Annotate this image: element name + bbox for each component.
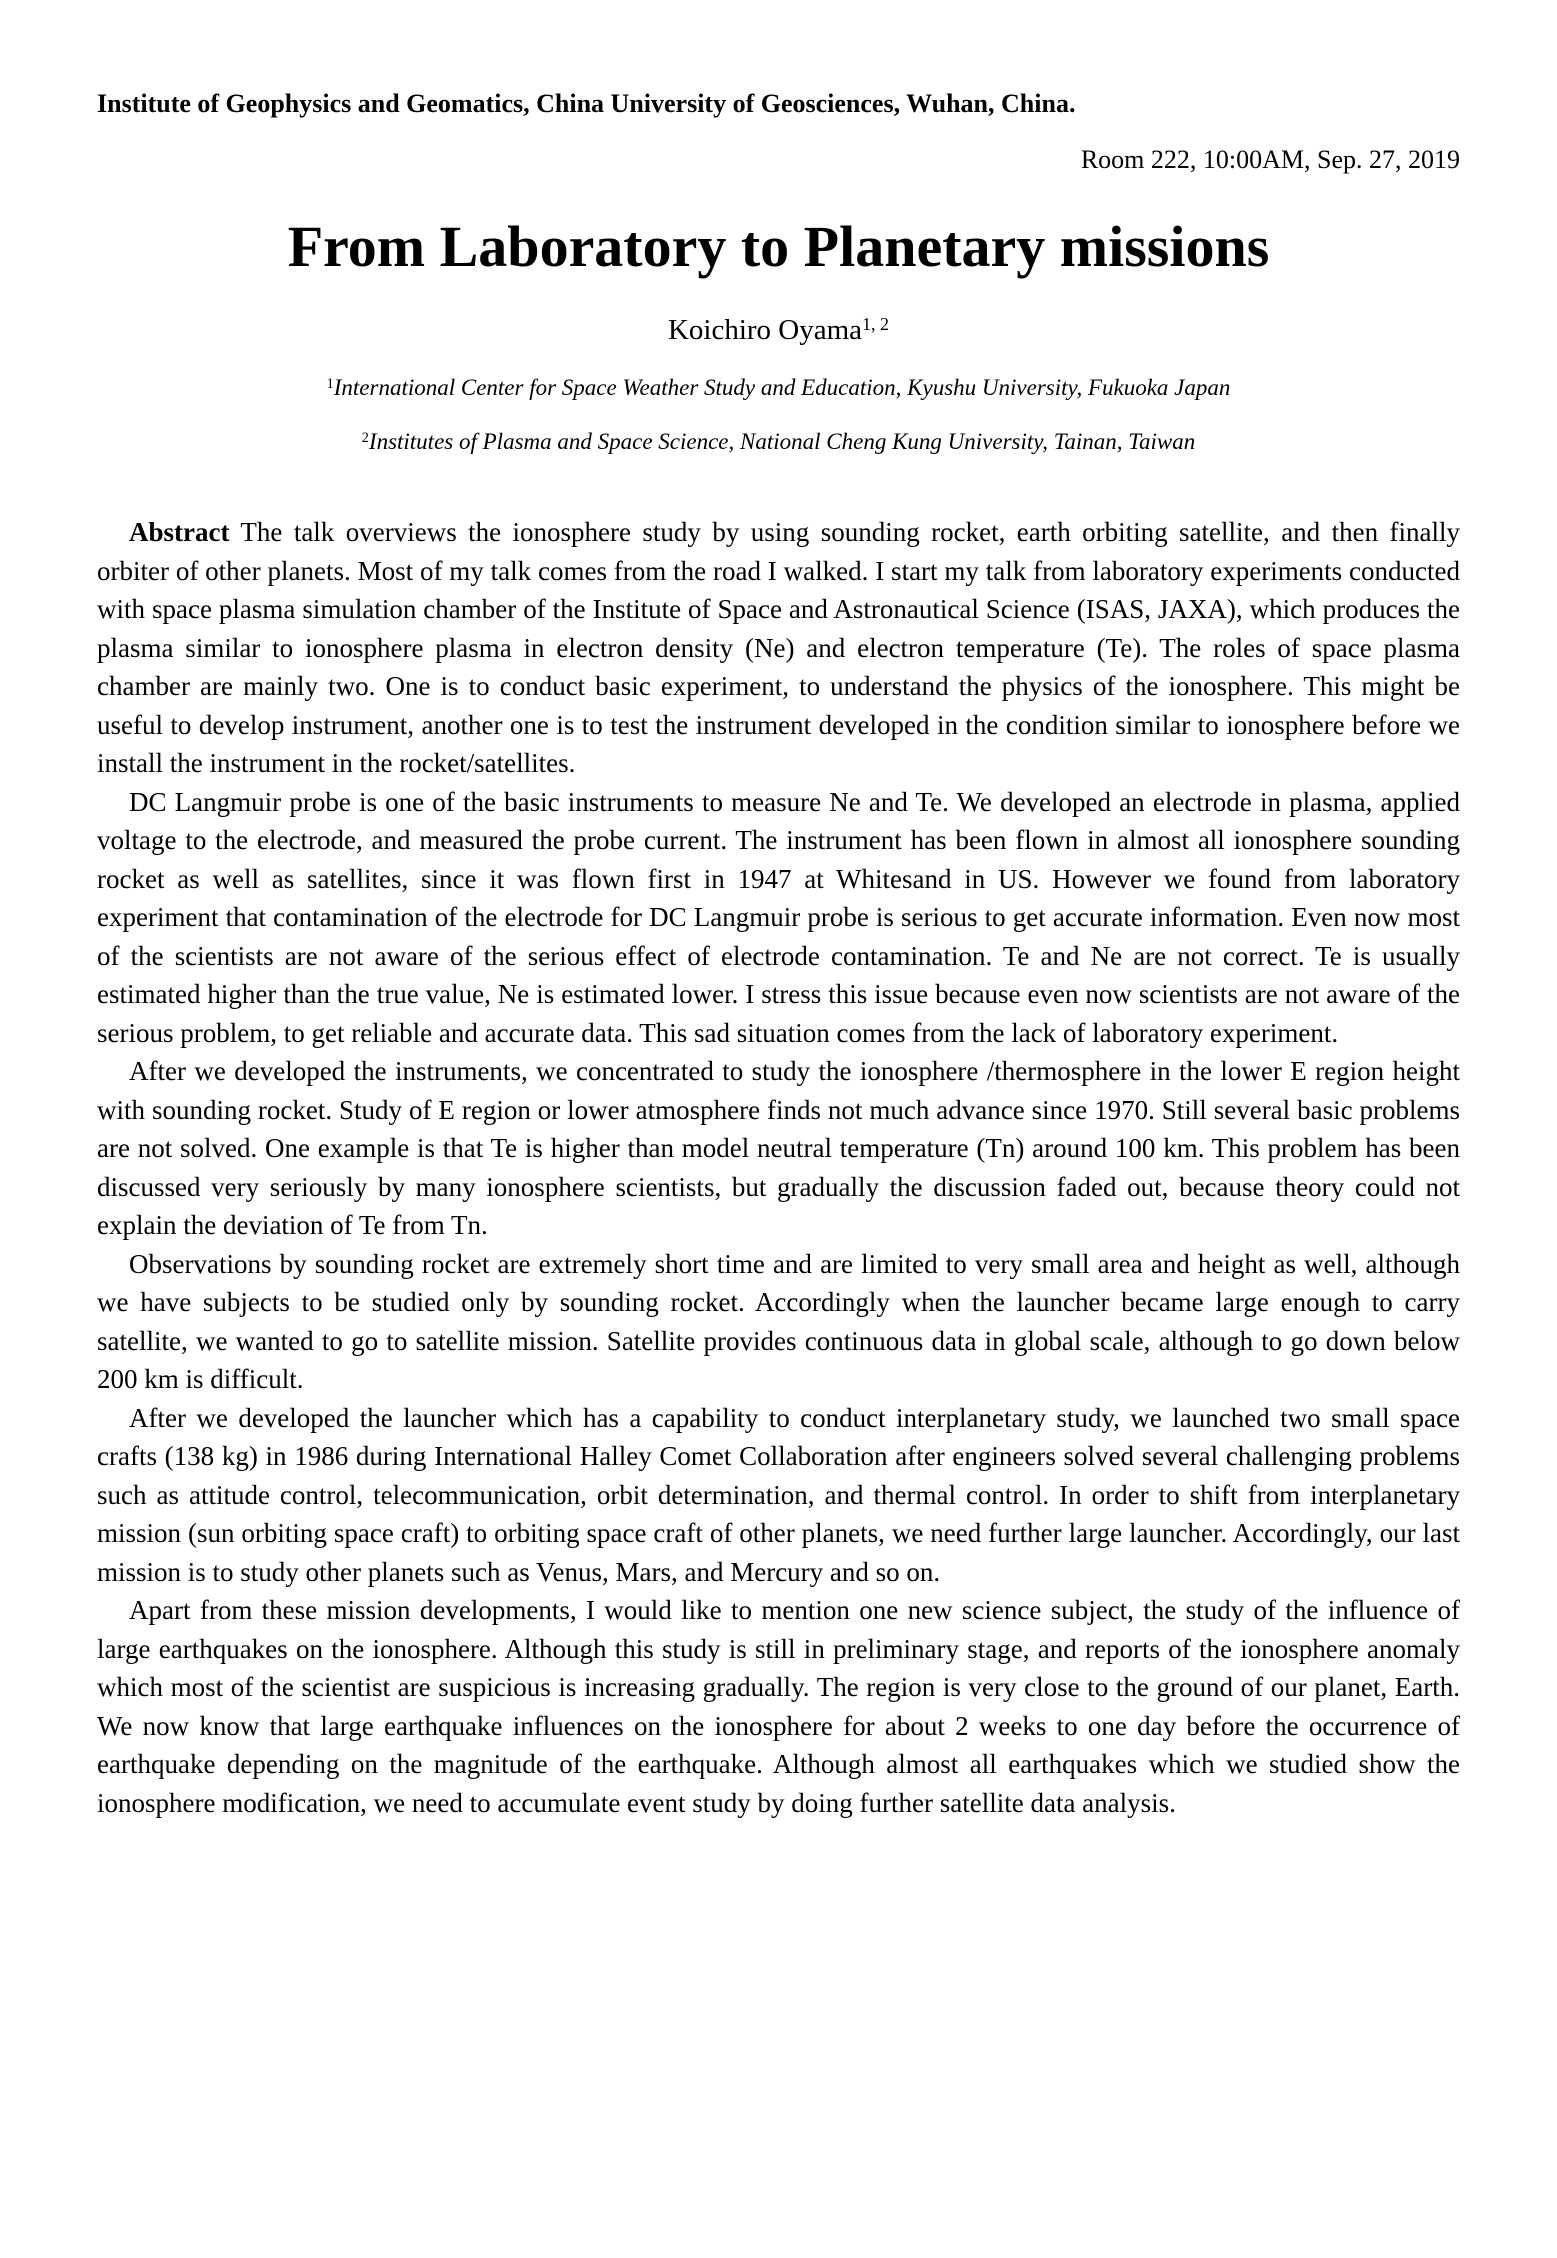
body-paragraph: Observations by sounding rocket are extremely short time and are limited to very small area and height as well, although we have subjects to be studied only by sounding rocket. Accordingly when the launcher became large enough to carry satellite, we wanted to go to satellite mission. Satellite provides continuous data in global scale, although to go down below 200 km is difficult. — [97, 1248, 1460, 1394]
affiliation-1 — [97, 375, 1460, 401]
author-line — [97, 314, 1460, 347]
affiliation-2-text: Institutes of Plasma and Space Science, National Cheng Kung University, Tainan, Taiwan — [368, 429, 1196, 454]
affiliation-2-marker: 2 — [361, 429, 369, 446]
room-date-line: Room 222, 10:00AM, Sep. 27, 2019 — [1080, 145, 1460, 174]
affiliation-1-text: International Center for Space Weather Study and Education, Kyushu University, Fukuoka Japan — [333, 375, 1231, 400]
author-name: Koichiro Oyama — [667, 314, 863, 346]
abstract-paragraph-text: The talk overviews the ionosphere study by using sounding rocket, earth orbiting satellite, and then finally orbiter of other planets. Most of my talk comes from the road I walked. I start my talk from laboratory experiments conducted with space plasma simulation chamber of the Institute of Space and Astronautical Science (ISAS, JAXA), which produces the plasma similar to ionosphere plasma in electron density (Ne) and electron temperature (Te). The roles of space plasma chamber are mainly two. One is to conduct basic experiment, to understand the physics of the ionosphere. This might be useful to develop instrument, another one is to test the instrument developed in the condition similar to ionosphere before we install the instrument in the rocket/satellites. — [97, 517, 1460, 778]
affiliation-2 — [97, 429, 1460, 455]
abstract-paragraph — [97, 513, 1460, 783]
body-paragraph: After we developed the launcher which has a capability to conduct interplanetary study, we launched two small space crafts (138 kg) in 1986 during International Halley Comet Collaboration after engineers solved several challenging problems such as attitude control, telecommunication, orbit determination, and thermal control. In order to shift from interplanetary mission (sun orbiting space craft) to orbiting space craft of other planets, we need further large launcher. Accordingly, our last mission is to study other planets such as Venus, Mars, and Mercury and so on. — [97, 1402, 1460, 1587]
body-paragraph: After we developed the instruments, we concentrated to study the ionosphere /thermosphere in the lower E region height with sounding rocket. Study of E region or lower atmosphere finds not much advance since 1970. Still several basic problems are not solved. One example is that Te is higher than model neutral temperature (Tn) around 100 km. This problem has been discussed very seriously by many ionosphere scientists, but gradually the discussion faded out, because theory could not explain the deviation of Te from Tn. — [97, 1056, 1460, 1240]
abstract-body — [97, 513, 1460, 1822]
page-title: From Laboratory to Planetary missions — [287, 214, 1270, 279]
abstract-label: Abstract — [129, 517, 230, 547]
body-paragraph: DC Langmuir probe is one of the basic instruments to measure Ne and Te. We developed an electrode in plasma, applied voltage to the electrode, and measured the probe current. The instrument has been flown in almost all ionosphere sounding rocket as well as satellites, since it was flown first in 1947 at Whitesand in US. However we found from laboratory experiment that contamination of the electrode for DC Langmuir probe is serious to get accurate information. Even now most of the scientists are not aware of the serious effect of electrode contamination. Te and Ne are not correct. Te is usually estimated higher than the true value, Ne is estimated lower. I stress this issue because even now scientists are not aware of the serious problem, to get reliable and accurate data. This sad situation comes from the lack of laboratory experiment. — [97, 786, 1460, 1048]
institute-header: Institute of Geophysics and Geomatics, China University of Geosciences, Wuhan, China. — [97, 89, 1076, 118]
affiliation-1-marker: 1 — [326, 375, 334, 392]
body-paragraph: Apart from these mission developments, I would like to mention one new science subject, the study of the influence of large earthquakes on the ionosphere. Although this study is still in preliminary stage, and reports of the ionosphere anomaly which most of the scientist are suspicious is increasing gradually. The region is very close to the ground of our planet, Earth. We now know that large earthquake influences on the ionosphere for about 2 weeks to one day before the occurrence of earthquake depending on the magnitude of the earthquake. Although almost all earthquakes which we studied show the ionosphere modification, we need to accumulate event study by doing further satellite data analysis. — [97, 1595, 1460, 1818]
author-affiliation-superscript: 1, 2 — [862, 314, 890, 335]
